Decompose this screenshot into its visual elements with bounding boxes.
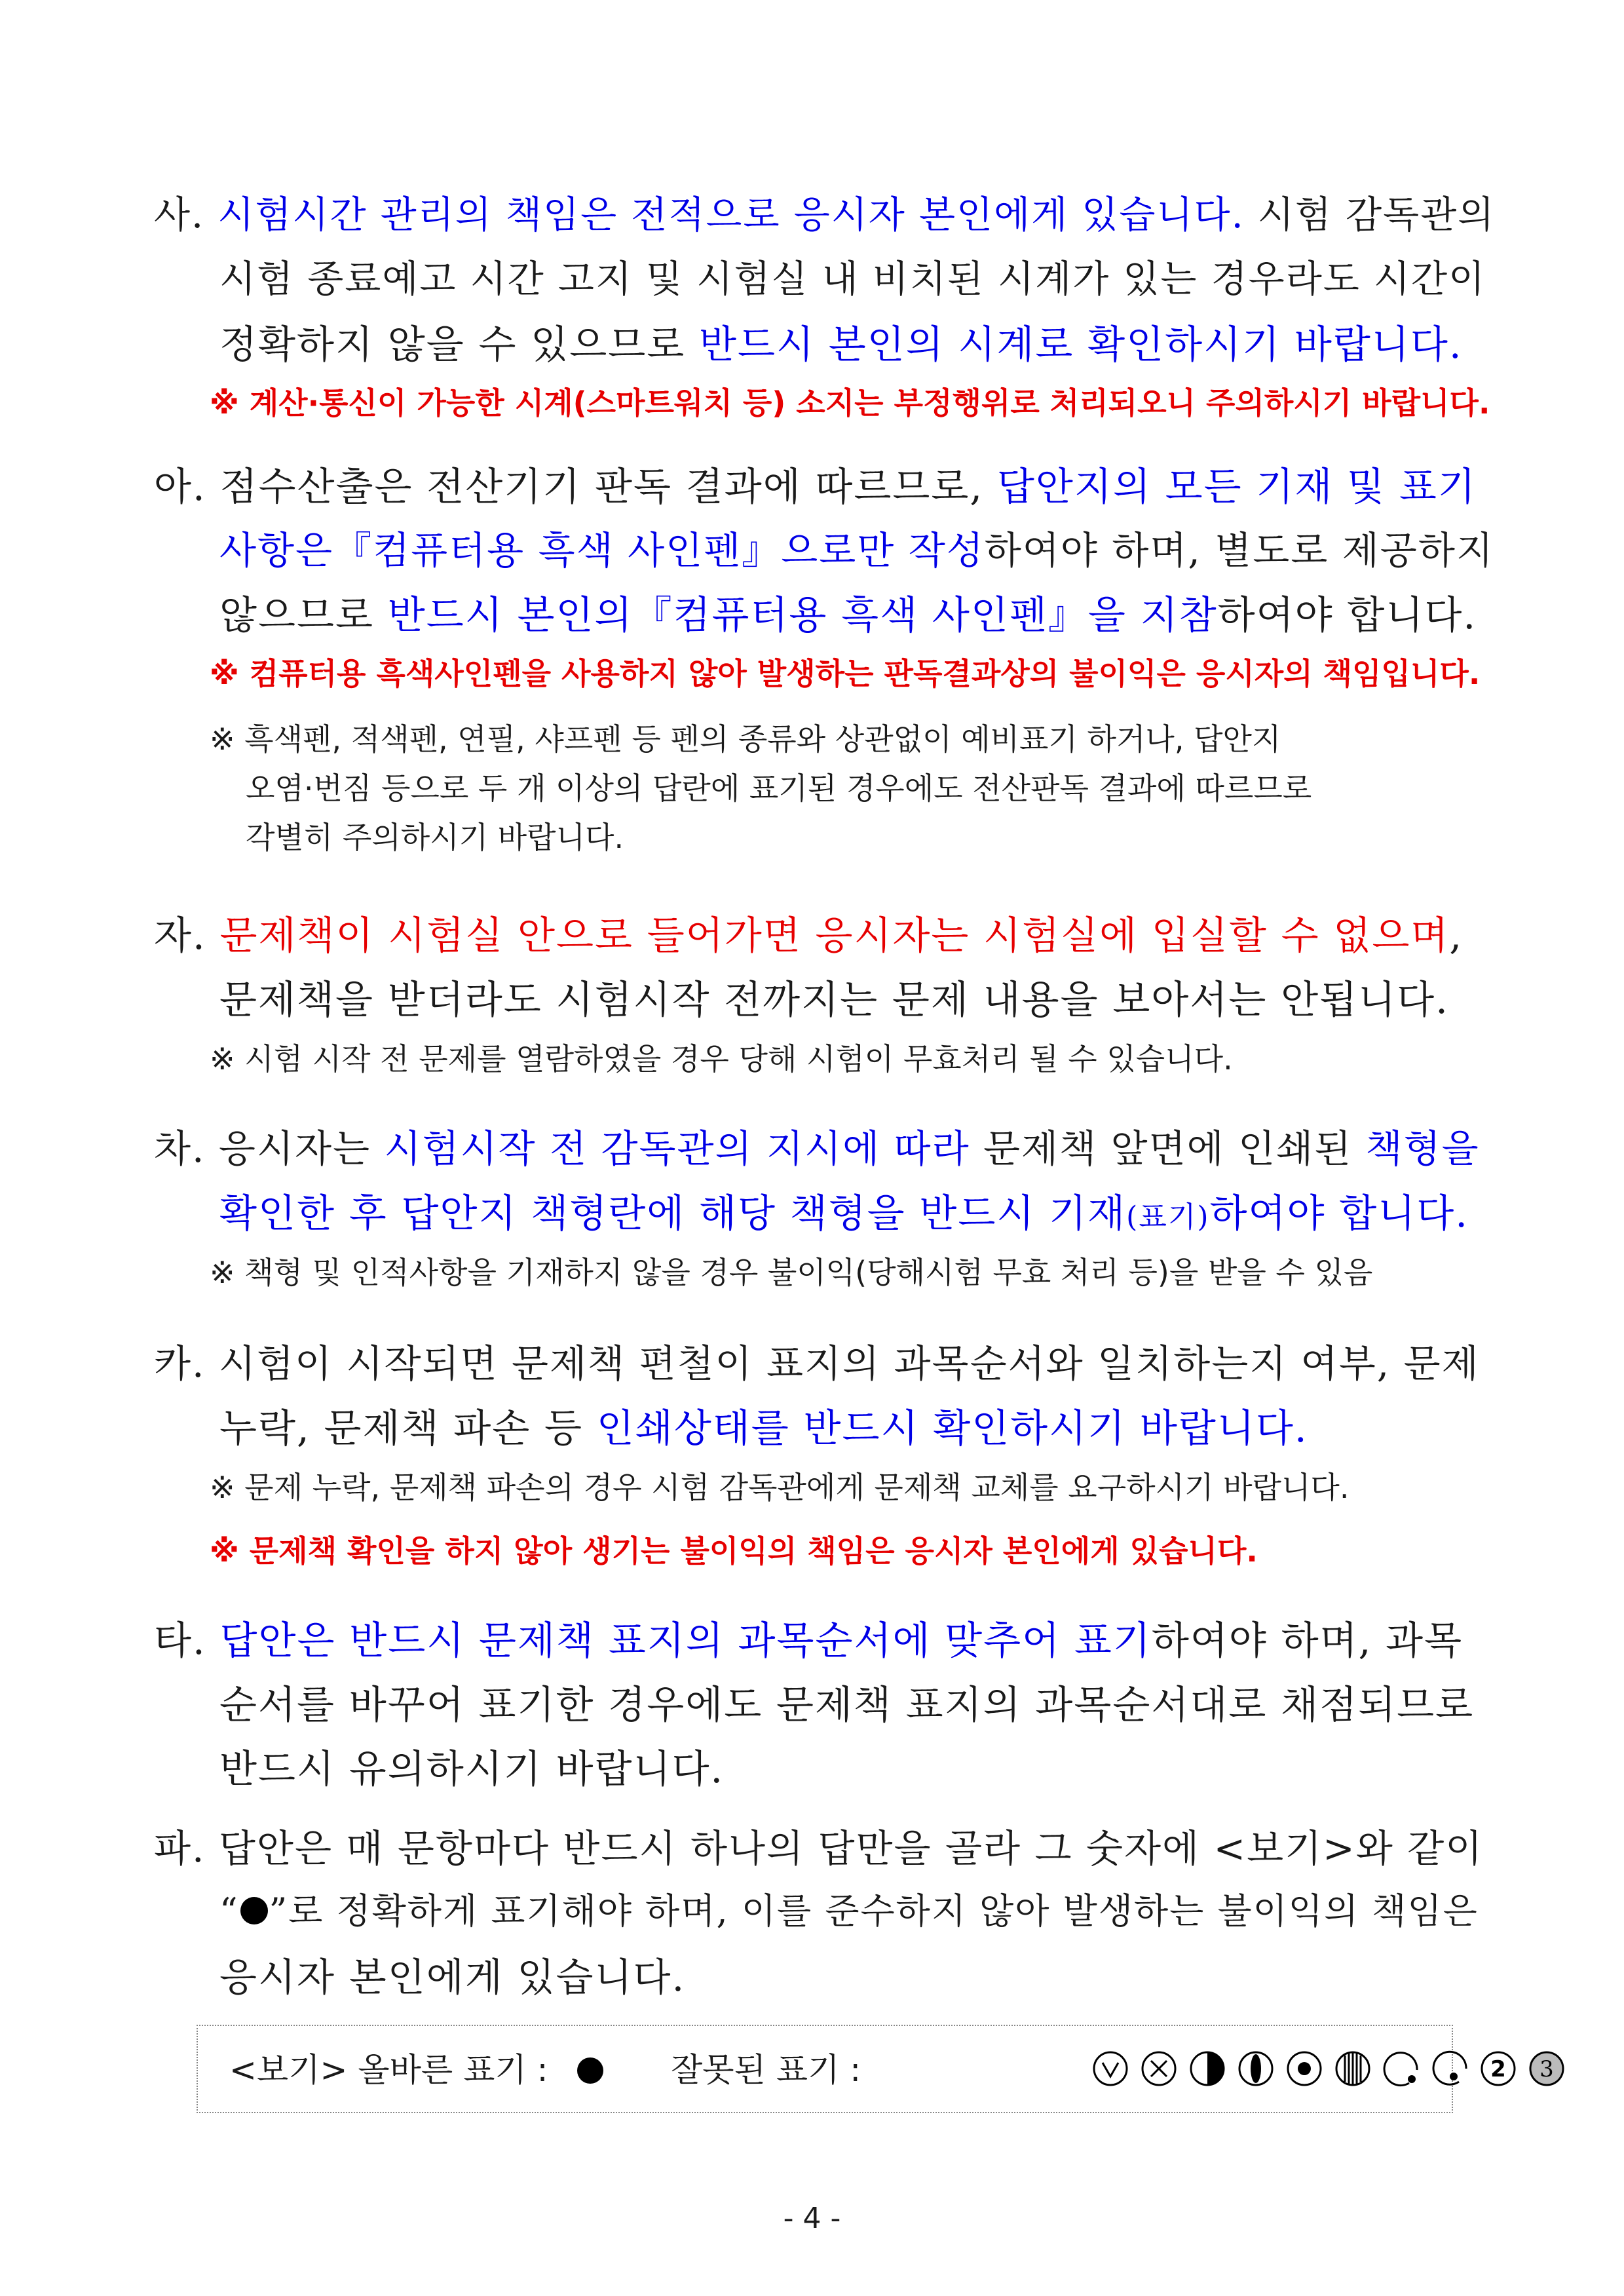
item-a-note2-line3: 각별히 주의하시기 바랍니다. [246,820,624,855]
item-a-line3: 않으므로 반드시 본인의『컴퓨터용 흑색 사인펜』을 지참하여야 합니다. [219,592,1477,638]
wrong-mark-label: 잘못된 표기 : [671,2051,861,2089]
item-a-note2-line2: 오염·번짐 등으로 두 개 이상의 답란에 표기된 경우에도 전산판독 결과에 따르므로 [246,771,1312,806]
item-ka-line2: 누락, 문제책 파손 등 인쇄상태를 반드시 확인하시기 바랍니다. [219,1406,1308,1451]
item-ka-line1: 카. 시험이 시작되면 문제책 편철이 표지의 과목순서와 일치하는지 여부, 문제 [154,1341,1480,1386]
item-ka-note1: ※ 문제 누락, 문제책 파손의 경우 시험 감독관에게 문제책 교체를 요구하시기 바랍니다. [210,1470,1350,1505]
wrong-marks [1092,2046,1565,2092]
item-ja-line2: 문제책을 받더라도 시험시작 전까지는 문제 내용을 보아서는 안됩니다. [219,977,1449,1022]
x-circle-icon [1141,2050,1177,2087]
correct-mark-label: <보기> 올바른 표기 : [229,2051,548,2089]
half-filled-circle-icon [1189,2050,1226,2087]
small-dot-circle-icon [1431,2050,1468,2087]
open-arc-circle-icon [1383,2050,1420,2087]
check-circle-icon [1092,2050,1129,2087]
item-cha-line2: 확인한 후 답안지 책형란에 해당 책형을 반드시 기재(표기)하여야 합니다. [219,1191,1469,1236]
item-pa-line1: 파. 답안은 매 문항마다 반드시 하나의 답만을 골라 그 숫자에 <보기>와 같이 [154,1826,1484,1871]
page-number: - 4 - [783,2202,841,2235]
partial-filled-circle-icon [1237,2050,1274,2087]
item-pa-line3: 응시자 본인에게 있습니다. [219,1955,686,2000]
item-ja-line1: 자. 문제책이 시험실 안으로 들어가면 응시자는 시험실에 입실할 수 없으며, [154,913,1463,958]
item-ja-note: ※ 시험 시작 전 문제를 열람하였을 경우 당해 시험이 무효처리 될 수 있습니다. [210,1041,1233,1077]
filled-circle-icon [239,1896,269,1926]
item-sa-line2: 시험 종료예고 시간 고지 및 시험실 내 비치된 시계가 있는 경우라도 시간이 [219,258,1486,301]
item-ka-note2: ※ 문제책 확인을 하지 않아 생기는 불이익의 책임은 응시자 본인에게 있습니다. [210,1533,1258,1569]
correct-filled-circle-icon [576,2056,605,2085]
item-a-line1: 아. 점수산출은 전산기기 판독 결과에 따르므로, 답안지의 모든 기재 및 표기 [154,464,1477,509]
dot-circle-icon [1286,2050,1323,2087]
item-cha-note: ※ 책형 및 인적사항을 기재하지 않을 경우 불이익(당해시험 무효 처리 등)을 받을 수 있음 [210,1255,1373,1290]
svg-text:2: 2 [1490,2056,1506,2082]
striped-circle-icon [1334,2050,1371,2087]
item-a-note2-line1: ※ 흑색펜, 적색펜, 연필, 샤프펜 등 펜의 종류와 상관없이 예비표기 하거나, 답안지 [210,721,1281,757]
outlined-3-circle-icon [1528,2050,1565,2087]
item-a-note1: ※ 컴퓨터용 흑색사인펜을 사용하지 않아 발생하는 판독결과상의 불이익은 응시자의 책임입니다. [210,656,1481,691]
svg-text:3: 3 [1539,2056,1554,2082]
item-sa-line3: 정확하지 않을 수 있으므로 반드시 본인의 시계로 확인하시기 바랍니다. [219,322,1463,367]
item-ta-line3: 반드시 유의하시기 바랍니다. [219,1746,725,1791]
item-ta-line1: 타. 답안은 반드시 문제책 표지의 과목순서에 맞추어 표기하여야 하며, 과목 [154,1618,1463,1663]
item-sa-note: ※ 계산·통신이 가능한 시계(스마트워치 등) 소지는 부정행위로 처리되오니 주의하시기 바랍니다. [210,385,1490,421]
item-ta-line2: 순서를 바꾸어 표기한 경우에도 문제책 표지의 과목순서대로 채점되므로 [219,1682,1475,1727]
item-sa-line1: 사. 시험시간 관리의 책임은 전적으로 응시자 본인에게 있습니다. 시험 감독관의 [154,193,1496,237]
item-cha-line1: 차. 응시자는 시험시작 전 감독관의 지시에 따라 문제책 앞면에 인쇄된 책형을 [154,1126,1480,1171]
item-pa-line2: “ ”로 정확하게 표기해야 하며, 이를 준수하지 않아 발생하는 불이익의 책임은 [219,1890,1479,1932]
filled-2-circle-icon [1480,2050,1517,2087]
marking-example-box [197,2025,1554,2113]
item-a-line2: 사항은『컴퓨터용 흑색 사인펜』으로만 작성하여야 하며, 별도로 제공하지 [219,528,1494,573]
